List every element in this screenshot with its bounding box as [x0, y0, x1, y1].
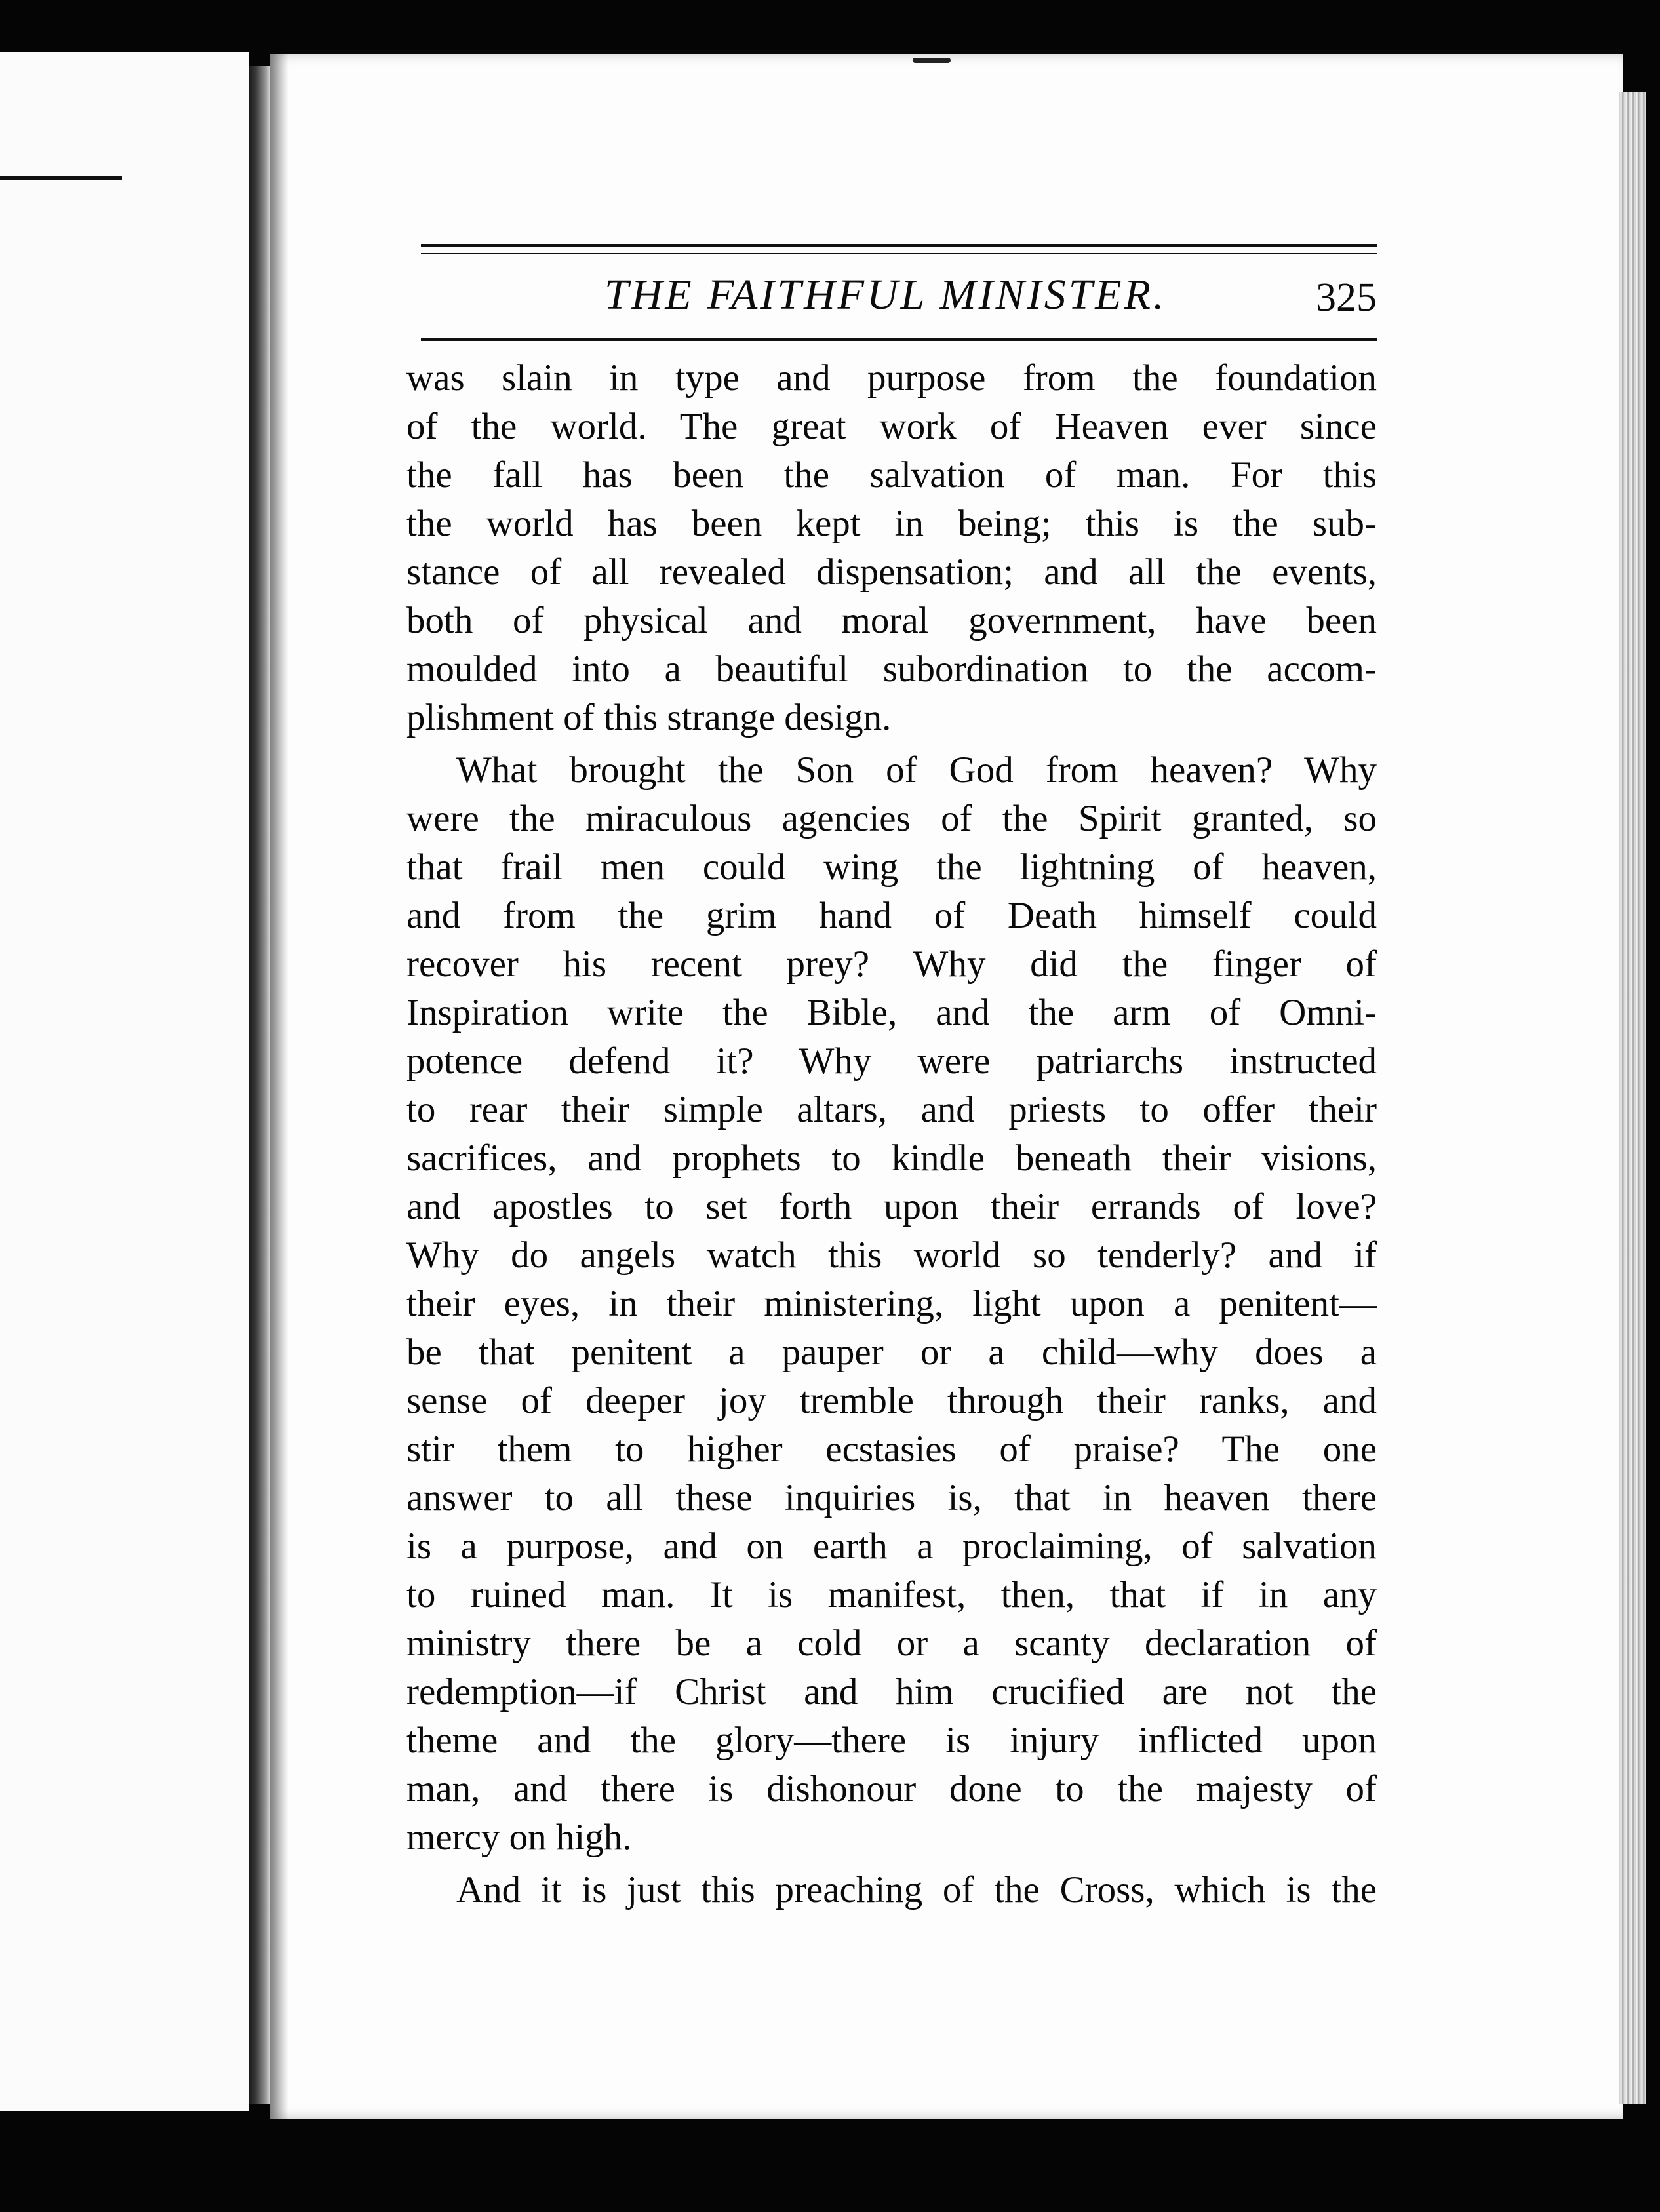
spine-shadow	[270, 54, 288, 2119]
page-number: 325	[1316, 275, 1377, 320]
text-line: and from the grim hand of Death himself could	[406, 895, 1377, 936]
running-title: THE FAITHFUL MINISTER.	[604, 271, 1167, 319]
header-rule-top	[421, 244, 1377, 247]
text-line: sense of deeper joy tremble through their ranks, and	[406, 1380, 1377, 1421]
running-head	[421, 262, 1377, 328]
header-rule-thin	[421, 253, 1377, 254]
text-line: What brought the Son of God from heaven? Why	[456, 749, 1377, 791]
text-line: that frail men could wing the lightning of heaven,	[406, 846, 1377, 888]
left-facing-page	[0, 52, 249, 2111]
left-page-rule	[0, 176, 122, 180]
book-gutter	[249, 66, 271, 2104]
text-line: redemption—if Christ and him crucified are not the	[406, 1671, 1377, 1712]
text-line: to ruined man. It is manifest, then, that if in any	[406, 1574, 1377, 1615]
text-line: Inspiration write the Bible, and the arm of Omni-	[406, 992, 1377, 1033]
text-line: and apostles to set forth upon their errands of love?	[406, 1186, 1377, 1227]
text-line: be that penitent a pauper or a child—why does a	[406, 1332, 1377, 1373]
text-line: plishment of this strange design.	[406, 697, 892, 738]
body-text	[406, 354, 1377, 1914]
text-line: theme and the glory—there is injury inflicted upon	[406, 1720, 1377, 1761]
text-line: stance of all revealed dispensation; and all the events,	[406, 551, 1377, 593]
text-line: mercy on high.	[406, 1817, 632, 1858]
text-line: is a purpose, and on earth a proclaiming, of salvation	[406, 1526, 1377, 1567]
text-line: the world has been kept in being; this is the sub-	[406, 503, 1377, 544]
text-line: recover his recent prey? Why did the finger of	[406, 943, 1377, 985]
text-line: was slain in type and purpose from the foundation	[406, 357, 1377, 399]
page-edges	[1619, 92, 1646, 2104]
text-line: moulded into a beautiful subordination to the accom-	[406, 648, 1377, 690]
text-line: were the miraculous agencies of the Spirit granted, so	[406, 798, 1377, 839]
top-mark	[913, 58, 951, 63]
text-line: their eyes, in their ministering, light upon a penitent—	[406, 1283, 1377, 1324]
text-line: answer to all these inquiries is, that in heaven there	[406, 1477, 1377, 1518]
text-line: man, and there is dishonour done to the majesty of	[406, 1768, 1377, 1809]
text-line: to rear their simple altars, and priests to offer their	[406, 1089, 1377, 1130]
text-line: potence defend it? Why were patriarchs instructed	[406, 1040, 1377, 1082]
text-line: both of physical and moral government, have been	[406, 600, 1377, 641]
text-line: sacrifices, and prophets to kindle beneath their visions,	[406, 1137, 1377, 1179]
text-line: Why do angels watch this world so tenderly? and if	[406, 1234, 1377, 1276]
text-line: stir them to higher ecstasies of praise? The one	[406, 1429, 1377, 1470]
text-line: the fall has been the salvation of man. For this	[406, 454, 1377, 496]
text-line: And it is just this preaching of the Cross, which is the	[456, 1869, 1377, 1910]
header-rule-bottom	[421, 338, 1377, 341]
text-line: of the world. The great work of Heaven ever since	[406, 406, 1377, 447]
text-line: ministry there be a cold or a scanty declaration of	[406, 1623, 1377, 1664]
